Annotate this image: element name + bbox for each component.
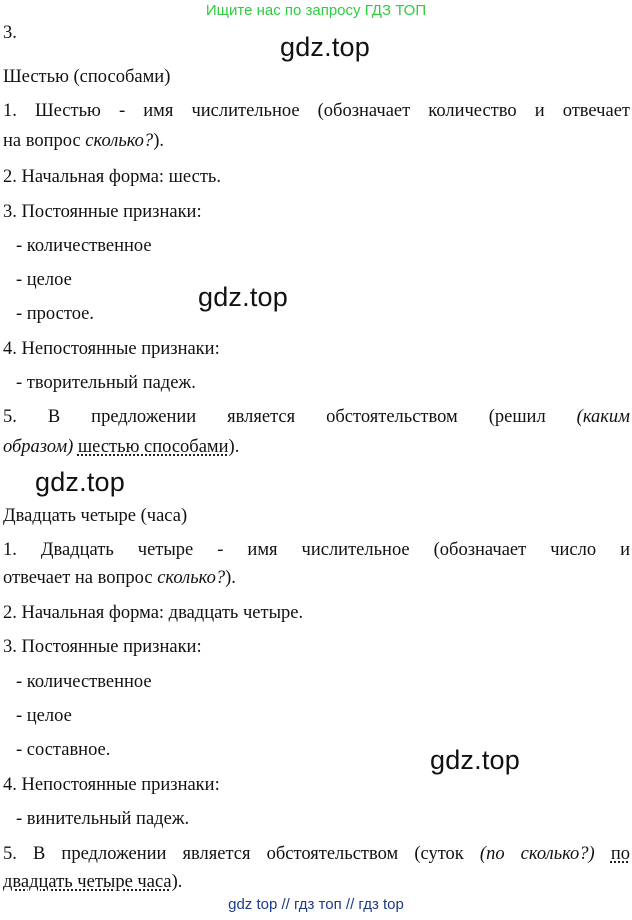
section1-feature2: - целое (16, 270, 72, 290)
section1-point4: 4. Непостоянные признаки: (3, 339, 220, 359)
section1-point1-line2: на вопрос сколько?). (3, 131, 164, 151)
section1-heading: Шестью (способами) (3, 67, 171, 87)
task-number: 3. (3, 23, 17, 43)
section1-feature3: - простое. (16, 304, 95, 324)
section2-point5-line2: двадцать четыре часа). (3, 872, 183, 892)
watermark: gdz.top (430, 745, 520, 775)
section1-point2: 2. Начальная форма: шесть. (3, 167, 221, 187)
section2-point3: 3. Постоянные признаки: (3, 637, 202, 657)
section2-point4: 4. Непостоянные признаки: (3, 775, 220, 795)
section2-point1-line1: 1. Двадцать четыре - имя числительное (обозначает число и (3, 540, 630, 560)
section2-feature1: - количественное (16, 672, 152, 692)
section2-feature3: - составное. (16, 740, 111, 760)
bottom-banner[interactable]: gdz top // гдз топ // гдз top (228, 896, 404, 913)
section1-point5-line2: образом) шестью способами). (3, 437, 240, 457)
watermark: gdz.top (280, 32, 370, 62)
section2-point5-line1: 5. В предложении является обстоятельством (суток (по сколько?) по (3, 844, 630, 864)
section2-point1-line2: отвечает на вопрос сколько?). (3, 568, 236, 588)
section1-point3: 3. Постоянные признаки: (3, 202, 202, 222)
section2-heading: Двадцать четыре (часа) (3, 506, 188, 526)
section1-feature1: - количественное (16, 236, 152, 256)
section1-point1-line1: 1. Шестью - имя числительное (обозначает количество и отвечает (3, 101, 630, 121)
section2-point2: 2. Начальная форма: двадцать четыре. (3, 603, 304, 623)
section2-feature2: - целое (16, 706, 72, 726)
watermark: gdz.top (198, 282, 288, 312)
section2-feature4: - винительный падеж. (16, 809, 190, 829)
section1-feature4: - творительный падеж. (16, 373, 196, 393)
watermark: gdz.top (35, 467, 125, 497)
section1-point5-line1: 5. В предложении является обстоятельством (решил (каким (3, 407, 630, 427)
top-banner[interactable]: Ищите нас по запросу ГДЗ ТОП (205, 2, 427, 19)
